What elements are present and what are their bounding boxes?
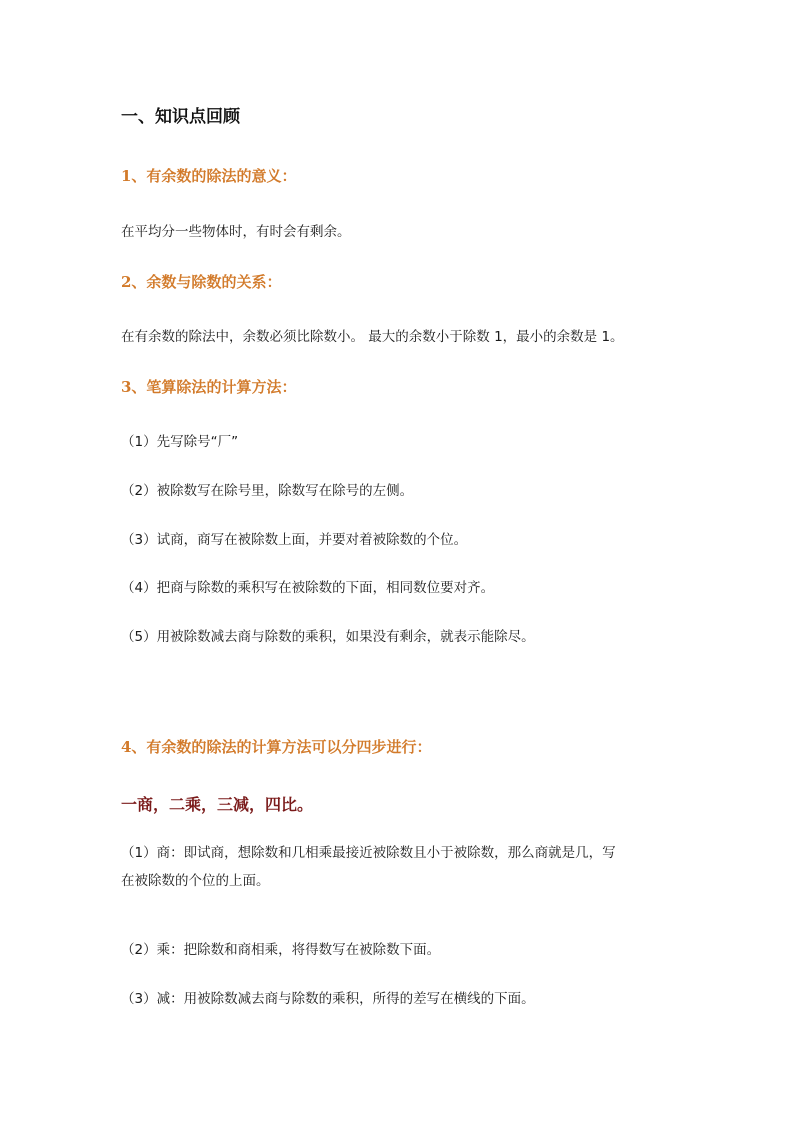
point-2-body: 在有余数的除法中，余数必须比除数小。 最大的余数小于除数 1，最小的余数是 1。 [121,329,624,345]
point-1-body: 在平均分一些物体时，有时会有剩余。 [121,224,351,240]
section-title: 一、知识点回顾 [121,107,240,127]
point-4-mnemonic: 一商，二乘，三减，四比。 [121,795,314,814]
point-3-step-2: （2）被除数写在除号里，除数写在除号的左侧。 [121,483,414,499]
point-4-step-1: （1）商：即试商，想除数和几相乘最接近被除数且小于被除数，那么商就是几，写 [121,845,616,861]
point-3-step-3: （3）试商，商写在被除数上面，并要对着被除数的个位。 [121,532,468,548]
point-3-step-1: （1）先写除号“厂” [121,434,239,450]
point-2-heading: 2、余数与除数的关系： [121,273,282,291]
point-3-heading: 3、笔算除法的计算方法： [121,378,297,396]
point-4-step-2: （2）乘：把除数和商相乘，将得数写在被除数下面。 [121,942,441,958]
point-4-step-3: （3）减：用被除数减去商与除数的乘积，所得的差写在横线的下面。 [121,991,535,1007]
point-4-heading: 4、有余数的除法的计算方法可以分四步进行： [121,738,432,756]
point-4-step-1-cont: 在被除数的个位的上面。 [121,873,270,889]
point-3-step-5: （5）用被除数减去商与除数的乘积，如果没有剩余，就表示能除尽。 [121,629,535,645]
point-1-heading: 1、有余数的除法的意义： [121,167,297,185]
point-3-step-4: （4）把商与除数的乘积写在被除数的下面，相同数位要对齐。 [121,580,495,596]
